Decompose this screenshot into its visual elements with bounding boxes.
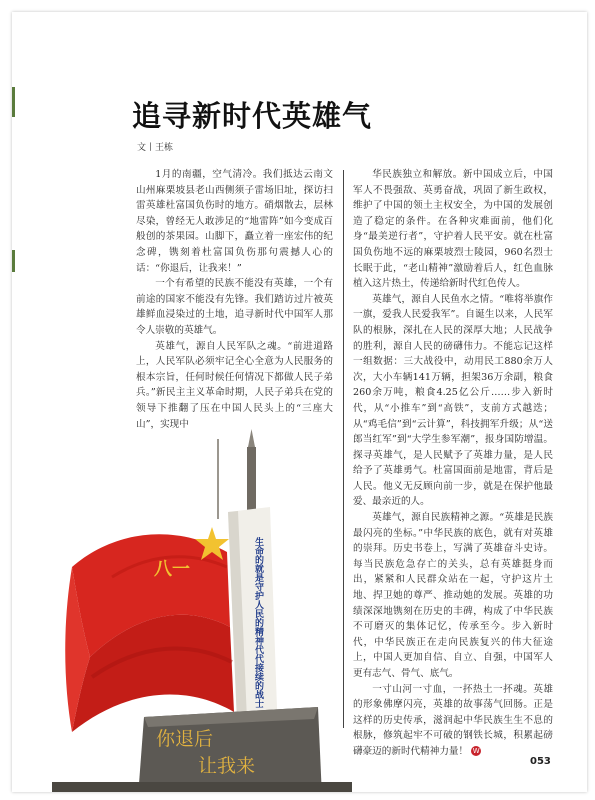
paragraph [353, 682, 553, 760]
paragraph: 1月的南疆，空气清冷。我们抵达云南文山州麻栗坡县老山西侧须子雷场旧址，探访扫雷英雄杜富国负伤时的地方。硝烟散去，层林尽染，曾经无人敢涉足的“地雷阵”如今变成百般创的茶果园。山脚下，矗立着一座宏伟的纪念碑，镌刻着杜富国负伤那句震撼人心的话：“你退后，让我来！” [136, 169, 333, 274]
plinth-text-line1: 你退后 [156, 728, 214, 750]
closing-paragraph-text: 一寸山河一寸血，一抔热土一抔魂。英雄的形象佛摩闪亮，英雄的故事荡气回肠。正是这样的历史传承，滋润起中华民族生生不息的根脉，修筑起牢不可破的钢铁长城，积累起磅礴豪迈的新时代精神力量！ [353, 683, 553, 757]
flag-emblem-text: 八一 [154, 559, 190, 580]
left-column [136, 167, 333, 432]
paragraph: 英雄气，源自民族精神之源。“英雄是民族最闪亮的坐标。”中华民族的底色，就有对英雄的崇拜。历史书卷上，写满了英雄奋斗史诗。每当民族危急存亡的关头，总有英雄挺身而出，紧紧和人民群众站在一起，守护这片土地、捍卫她的尊严、推动她的发展。英雄的功绩深深地镌刻在历史的丰碑，构成了中华民族不可磨灭的集体记忆，传承至今。步入新时代，中华民族正在走向民族复兴的伟大征途上，中国人更加自信、自立、自强，中国军人更有志气、骨气、底气。 [353, 512, 553, 679]
paragraph: 一个有希望的民族不能没有英雄，一个有前途的国家不能没有先锋。我们踏访过片被英雄鲜血浸染过的土地，追寻新时代中国军人那令人崇敬的英雄气。 [136, 278, 333, 336]
page-edge-tab [12, 250, 15, 272]
article-author: 文丨王栋 [137, 143, 174, 153]
plinth-text-line2: 让我来 [198, 755, 256, 777]
page-edge-tab [12, 87, 15, 117]
end-of-article-icon: W [472, 747, 480, 756]
page-number: 053 [530, 756, 551, 767]
paragraph: 英雄气，源自人民军队之魂。“前进道路上，人民军队必须牢记全心全意为人民服务的根本宗旨，任何时候任何情况下都做人民子弟兵。”新民主主义革命时期，人民子弟兵在党的领导下推翻了压在中国人民头上的“三座大山”，实现中 [136, 340, 333, 430]
bayonet-tip [248, 429, 255, 447]
pillar-inscription: 生命的就是守护人民的精神代代接续的战士 [253, 537, 263, 708]
article-title: 追寻新时代英雄气 [132, 99, 373, 133]
paragraph: 英雄气，源自人民鱼水之情。“唯将举旗作一旗，爱我人民爱我军”。自诞生以来，人民军队的根脉，深扎在人民的深厚大地；人民战争的胜利，源自人民的磅礴伟力。不能忘记这样一组数据：三大战役中，动用民工880余万人次，大小车辆141万辆，担架36万余副，粮食260余万吨，粮食4.25亿公斤……步入新时代，从“小推车”到“高铁”，支前方式越迭；从“鸡毛信”到“云计算”，科技拥军升级；从“送郎当红军”到“大学生参军潮”，报身国防增温。探寻英雄气，是人民赋予了英雄力量，是人民给予了英雄勇气。杜富国面前是地雷，背后是人民。他义无反顾向前一步，就是在保护他最爱、最亲近的人。 [353, 293, 553, 508]
magazine-page [12, 12, 587, 792]
monument-photo [52, 427, 352, 792]
right-column [353, 167, 553, 760]
paragraph: 华民族独立和解放。新中国成立后，中国军人不畏强敌、英勇奋战，巩固了新生政权，维护了中国的领土主权安全，为中国的发展创造了稳定的条件。在各种灾难面前，他们化身“最美逆行者”，守护着人民平安。就在杜富国负伤地不远的麻栗坡烈士陵园，960名烈士长眠于此，“老山精神”激励着后人，红色血脉植入这片热土，传递给新时代红色传人。 [353, 169, 553, 290]
